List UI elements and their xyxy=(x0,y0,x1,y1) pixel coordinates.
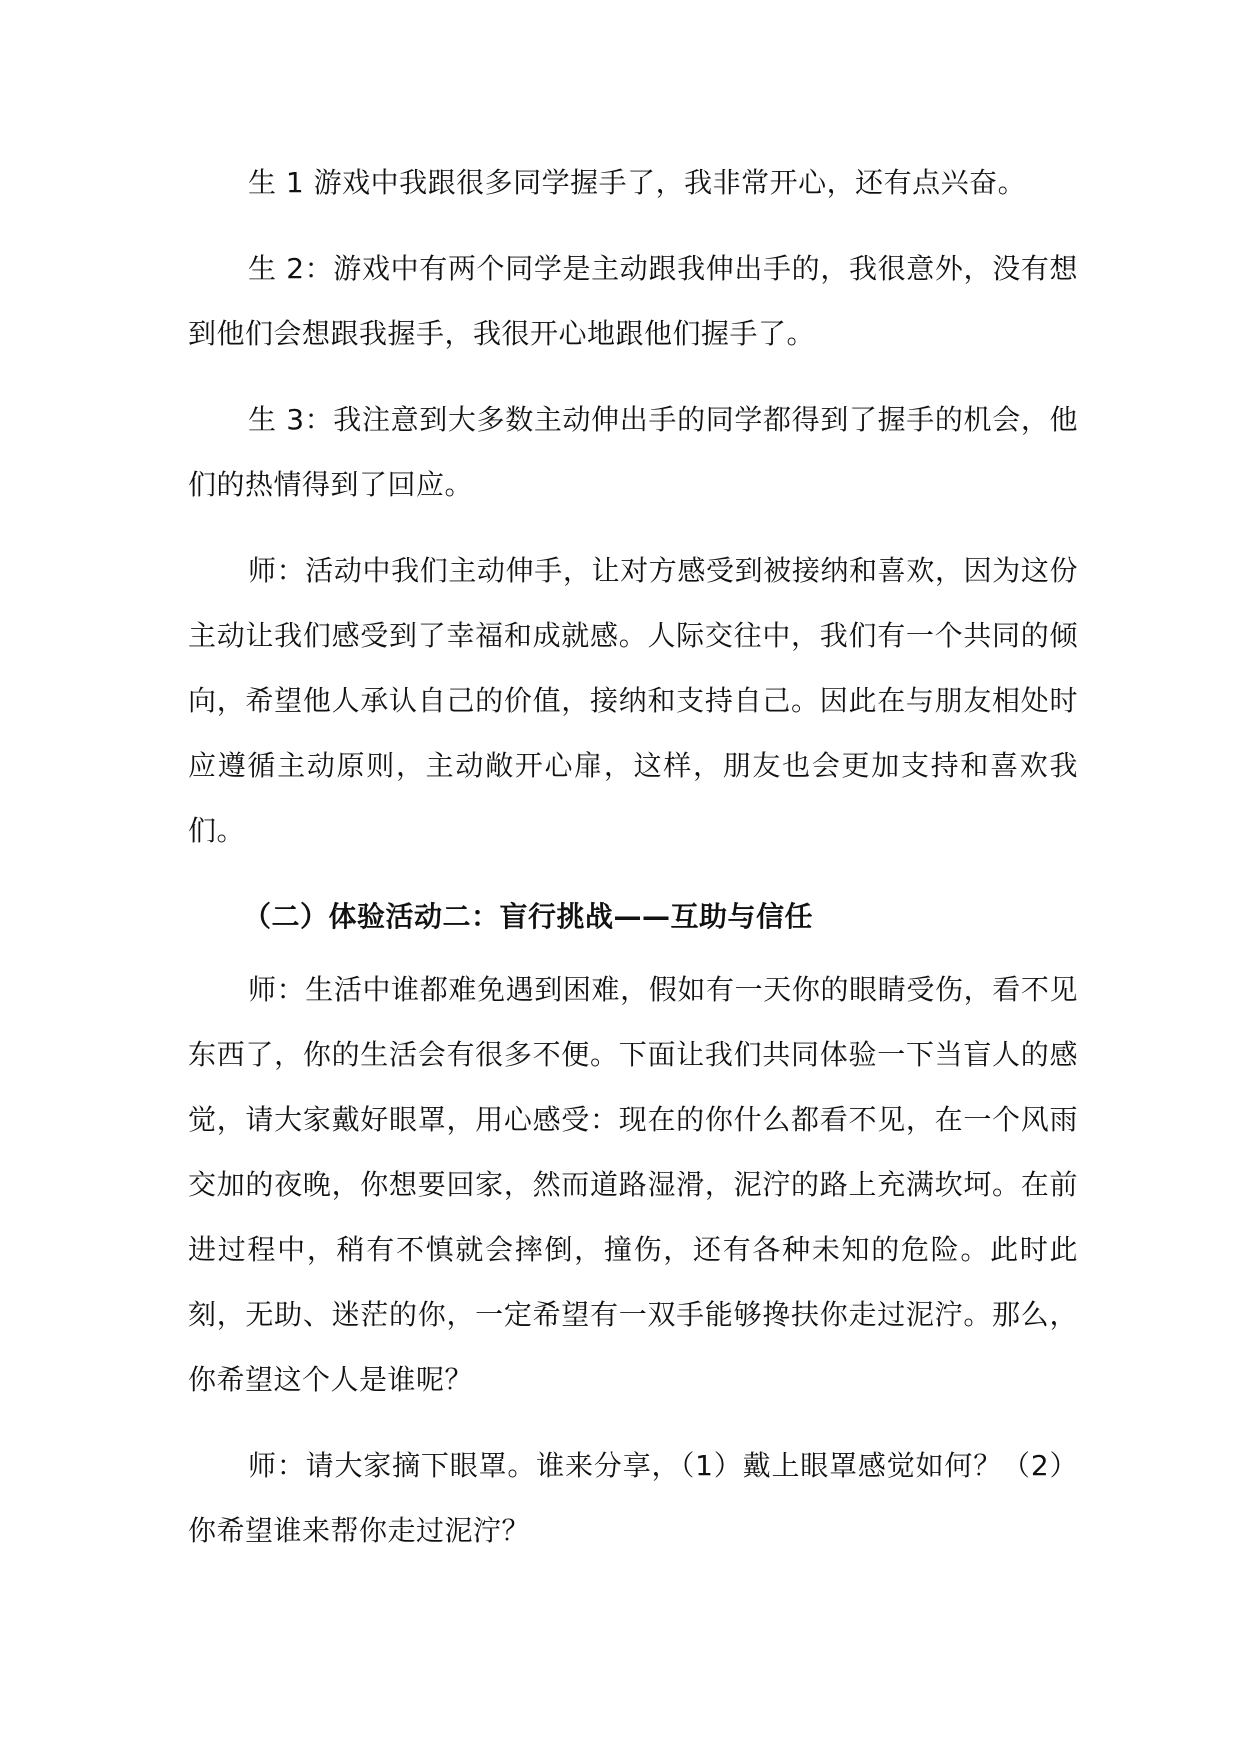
section-heading: （二）体验活动二：盲行挑战——互助与信任 xyxy=(243,900,814,933)
paragraph-teacher-instruction: 师：生活中谁都难免遇到困难，假如有一天你的眼睛受伤，看不见东西了，你的生活会有很多不便。下面让我们共同体验一下当盲人的感觉，请大家戴好眼罩，用心感受：现在的你什么都看不见，在一个风雨交加的夜晚，你想要回家，然而道路湿滑，泥泞的路上充满坎坷。在前进过程中，稍有不慎就会摔倒，撞伤，还有各种未知的危险。此时此刻，无助、迷茫的你，一定希望有一双手能够搀扶你走过泥泞。那么，你希望这个人是谁呢？ xyxy=(188,973,1078,1396)
paragraph-student-3: 生 3：我注意到大多数主动伸出手的同学都得到了握手的机会，他们的热情得到了回应。 xyxy=(188,403,1078,501)
document-page xyxy=(188,150,1078,1584)
paragraph-student-2: 生 2：游戏中有两个同学是主动跟我伸出手的，我很意外，没有想到他们会想跟我握手，我很开心地跟他们握手了。 xyxy=(188,252,1078,350)
paragraph-teacher-summary: 师：活动中我们主动伸手，让对方感受到被接纳和喜欢，因为这份主动让我们感受到了幸福和成就感。人际交往中，我们有一个共同的倾向，希望他人承认自己的价值，接纳和支持自己。因此在与朋友相处时应遵循主动原则，主动敞开心扉，这样，朋友也会更加支持和喜欢我们。 xyxy=(188,554,1078,847)
paragraph-student-1: 生 1 游戏中我跟很多同学握手了，我非常开心，还有点兴奋。 xyxy=(248,166,1027,199)
paragraph-teacher-question: 师：请大家摘下眼罩。谁来分享，（1）戴上眼罩感觉如何？（2）你希望谁来帮你走过泥泞？ xyxy=(188,1449,1078,1547)
